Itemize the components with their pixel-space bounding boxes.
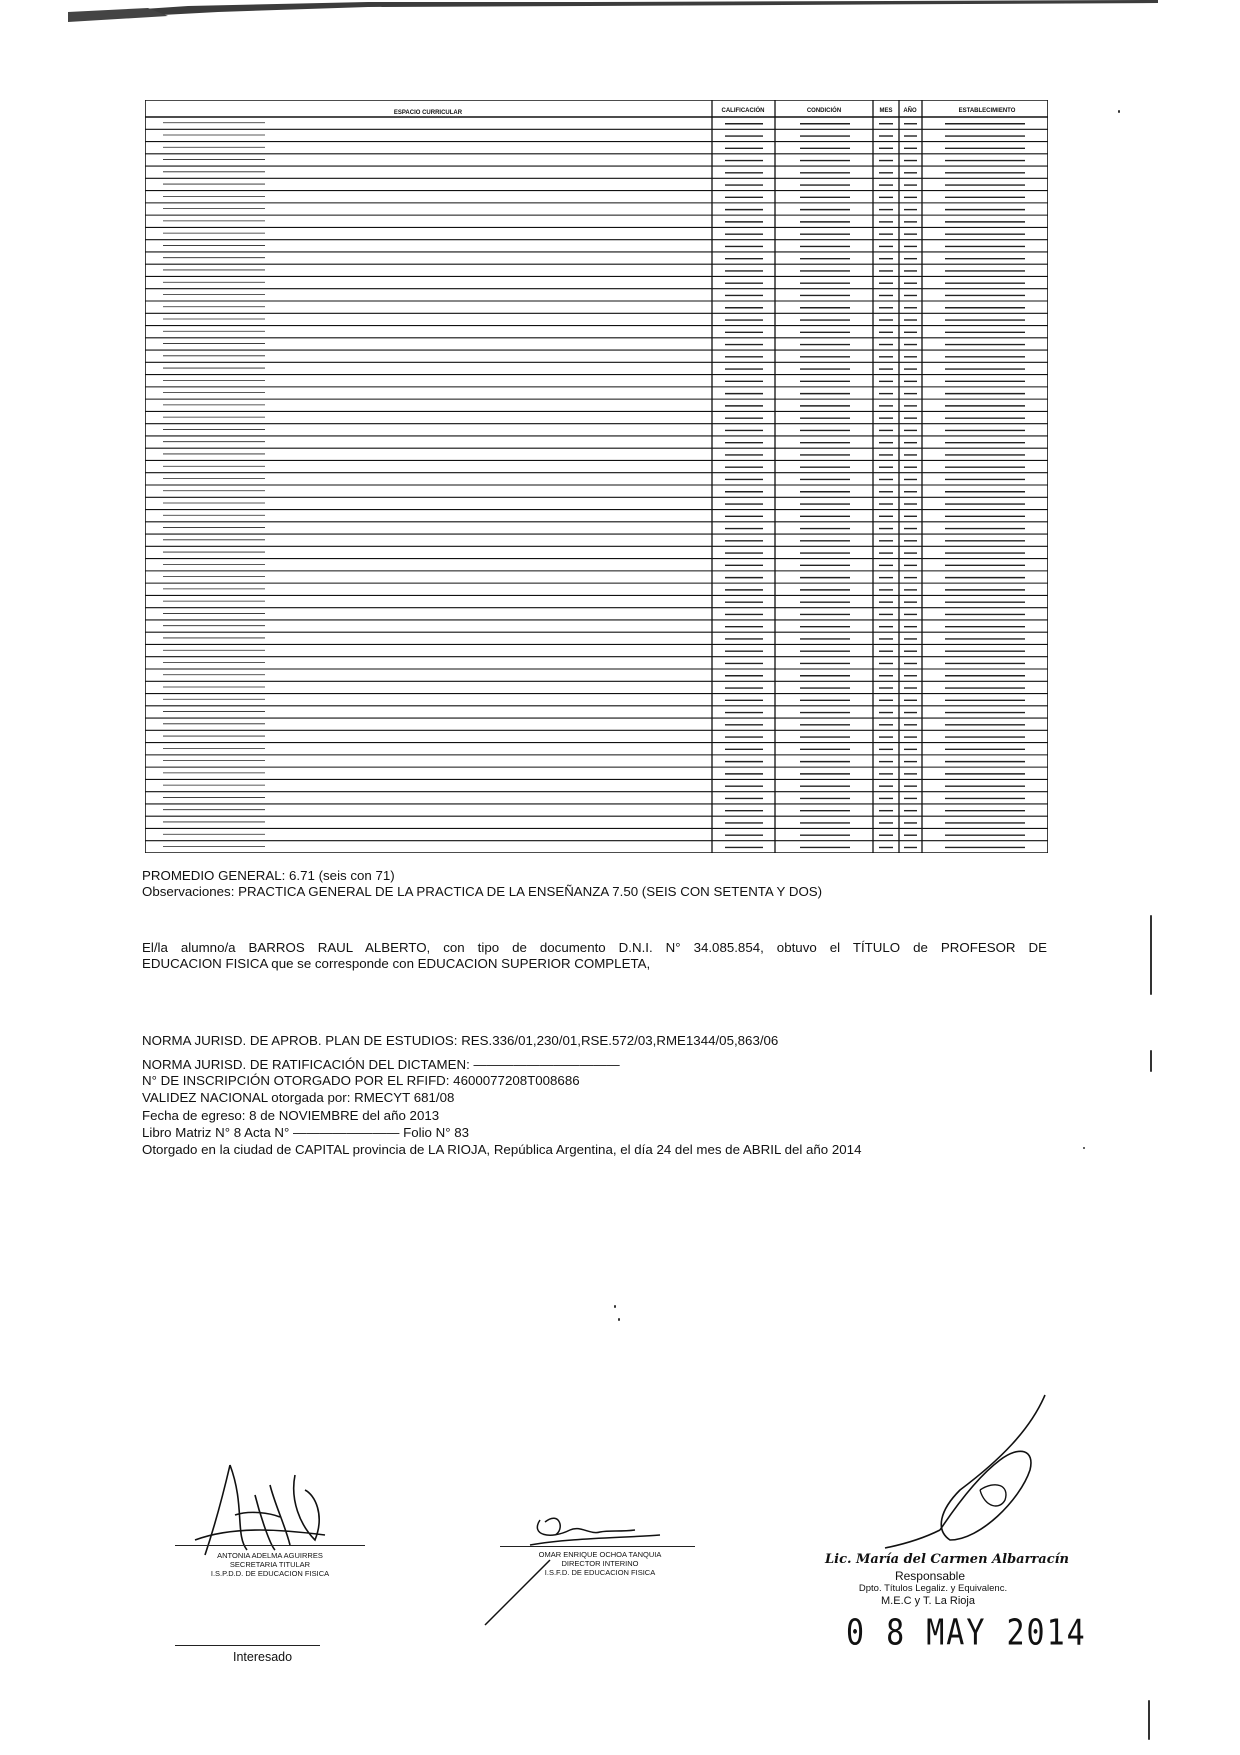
promedio-general: PROMEDIO GENERAL: 6.71 (seis con 71) xyxy=(142,868,395,883)
scan-mark xyxy=(1148,1700,1150,1740)
handwritten-signature-left xyxy=(175,1455,355,1565)
signature-line-interesado xyxy=(175,1645,320,1646)
header-calificacion: CALIFICACIÓN xyxy=(721,108,765,114)
norma-plan-estudios: NORMA JURISD. DE APROB. PLAN DE ESTUDIOS: RES.336/01,230/01,RSE.572/03,RME1344/05,863/06 xyxy=(142,1033,779,1048)
header-establecimiento: ESTABLECIMIENTO xyxy=(958,108,1016,114)
libro-matriz: Libro Matriz N° 8 Acta N° ———————— Folio N° 83 xyxy=(142,1125,470,1140)
fecha-egreso: Fecha de egreso: 8 de NOVIEMBRE del año 2013 xyxy=(142,1108,440,1123)
stamp-role: Responsable xyxy=(894,1569,966,1583)
scan-mark xyxy=(618,1318,620,1321)
certification-line-1: El/la alumno/a BARROS RAUL ALBERTO, con tipo de documento D.N.I. N° 34.085.854, obtuvo el TÍTULO de PROFESOR DE xyxy=(142,940,1047,955)
observaciones: Observaciones: PRACTICA GENERAL DE LA PRACTICA DE LA ENSEÑANZA 7.50 (SEIS CON SETENTA Y DOS) xyxy=(142,884,823,899)
grade-table xyxy=(145,100,1048,853)
signature-left-role: SECRETARIA TITULAR xyxy=(229,1560,311,1569)
stamp-department: Dpto. Títulos Legaliz. y Equivalenc. xyxy=(858,1583,1008,1594)
signature-line-center xyxy=(500,1546,695,1547)
header-condicion: CONDICIÓN xyxy=(806,108,842,114)
certification-line-2: EDUCACION FISICA que se corresponde con EDUCACION SUPERIOR COMPLETA, xyxy=(142,956,651,971)
norma-ratificacion: NORMA JURISD. DE RATIFICACIÓN DEL DICTAMEN: ——————————— xyxy=(142,1057,620,1072)
signature-left-name: ANTONIA ADELMA AGUIRRES xyxy=(217,1551,323,1560)
scan-mark xyxy=(1150,915,1152,995)
scan-smudge xyxy=(68,0,1158,26)
scan-mark xyxy=(1150,1050,1152,1072)
table-grid xyxy=(145,100,1048,853)
signature-line-left xyxy=(175,1545,365,1546)
signature-center-name: OMAR ENRIQUE OCHOA TANQUIA xyxy=(538,1550,662,1559)
signature-left-institution: I.S.P.D.D. DE EDUCACION FISICA xyxy=(210,1569,330,1578)
header-anio: AÑO xyxy=(903,108,917,114)
stamp-responsible-name: Lic. María del Carmen Albarracín xyxy=(825,1552,1070,1567)
stamp-ministry: M.E.C y T. La Rioja xyxy=(881,1595,975,1607)
signature-center-role: DIRECTOR INTERINO xyxy=(561,1559,639,1568)
header-espacio-curricular: ESPACIO CURRICULAR xyxy=(393,110,463,116)
scan-mark xyxy=(1118,110,1120,113)
scan-mark xyxy=(1083,1147,1085,1149)
interesado-label: Interesado xyxy=(233,1650,293,1664)
header-mes: MES xyxy=(879,108,893,114)
scan-mark xyxy=(614,1305,616,1308)
signature-center-institution: I.S.F.D. DE EDUCACION FISICA xyxy=(544,1568,656,1577)
date-stamp: 0 8 MAY 2014 xyxy=(846,1612,1087,1654)
validez-nacional: VALIDEZ NACIONAL otorgada por: RMECYT 681/08 xyxy=(142,1090,455,1105)
otorgado-en: Otorgado en la ciudad de CAPITAL provincia de LA RIOJA, República Argentina, el día 24 del mes de ABRIL del año 2014 xyxy=(142,1142,862,1157)
numero-inscripcion: N° DE INSCRIPCIÓN OTORGADO POR EL RFIFD: 4600077208T008686 xyxy=(142,1073,580,1088)
handwritten-signature-right xyxy=(880,1390,1060,1550)
